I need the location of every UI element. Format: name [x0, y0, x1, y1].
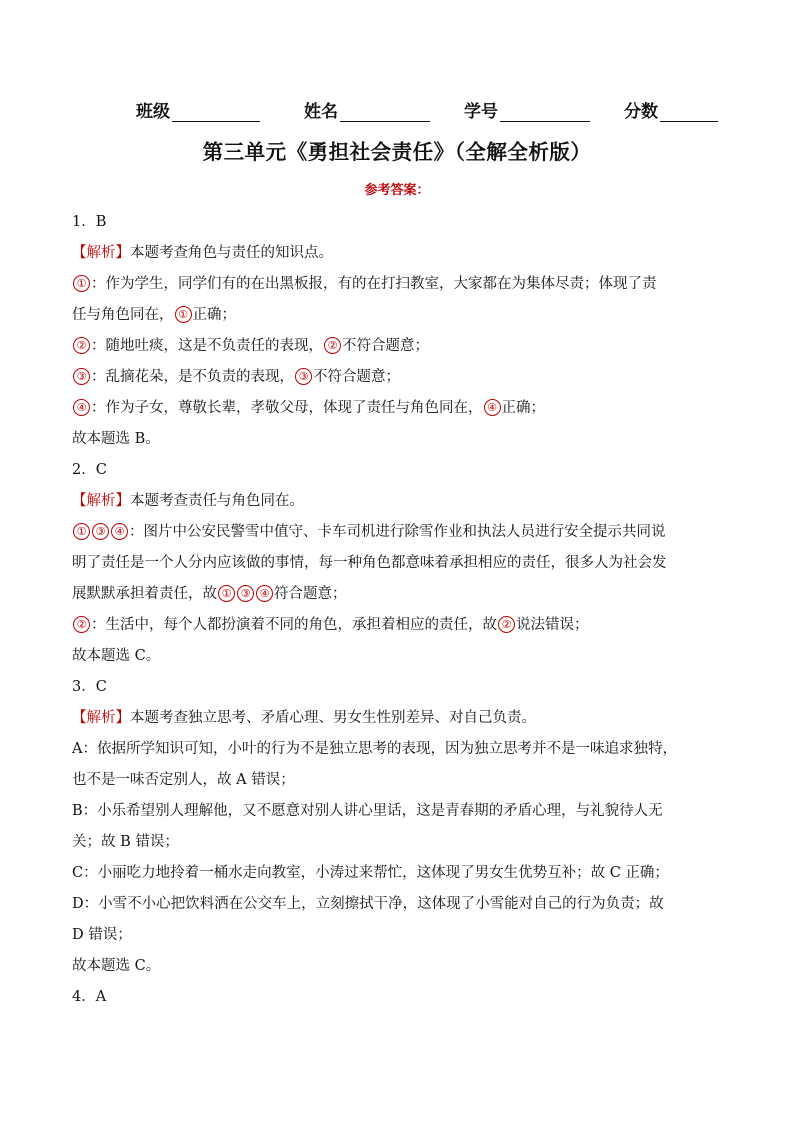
- page-title: 第三单元《勇担社会责任》（全解全析版）: [202, 140, 592, 164]
- question-3-option-c: C：小丽吃力地拎着一桶水走向教室，小涛过来帮忙，这体现了男女生优势互补；故 C 正确；: [72, 865, 669, 881]
- question-1-option-1: ① ：作为学生，同学们有的在出黑板报，有的在打扫教室，大家都在为集体尽责；体现了责: [72, 271, 732, 302]
- name-field[interactable]: 姓名: [304, 97, 430, 122]
- question-1-analysis-intro: 【解析】本题考查角色与责任的知识点。: [72, 245, 333, 261]
- option-marker-1: ①: [218, 585, 235, 602]
- option-marker-3: ③: [92, 523, 109, 540]
- option-marker-4: ④: [73, 399, 90, 416]
- student-id-field[interactable]: 学号: [464, 97, 590, 122]
- option-marker-4: ④: [111, 523, 128, 540]
- question-1-option-3: ③ ：乱摘花朵，是不负责的表现， ③ 不符合题意；: [72, 364, 732, 395]
- option-marker-3: ③: [295, 368, 312, 385]
- option-marker-2: ②: [73, 337, 90, 354]
- option-marker-2: ②: [498, 616, 515, 633]
- option-marker-4: ④: [484, 399, 501, 416]
- question-2-analysis-intro: 【解析】本题考查责任与角色同在。: [72, 493, 304, 509]
- analysis-tag: 【解析】: [72, 710, 130, 726]
- answer-key-heading: 参考答案：: [364, 183, 430, 198]
- question-1-answer: 1．B: [72, 214, 107, 230]
- question-2-answer: 2．C: [72, 462, 107, 478]
- question-1-option-1-cont: 任与角色同在， ① 正确；: [72, 307, 236, 323]
- question-3-option-d-cont: D 错误；: [72, 927, 132, 943]
- analysis-tag: 【解析】: [72, 245, 130, 261]
- question-3-option-b-cont: 关；故 B 错误；: [72, 834, 179, 850]
- question-2-option-134-cont2: 展默默承担着责任，故 ① ③ ④ 符合题意；: [72, 586, 347, 602]
- score-field[interactable]: 分数: [624, 97, 718, 122]
- option-marker-3: ③: [73, 368, 90, 385]
- question-3-option-a-cont: 也不是一味否定别人，故 A 错误；: [72, 772, 295, 788]
- question-3-conclusion: 故本题选 C。: [72, 958, 161, 974]
- question-2-option-134-cont: 明了责任是一个人分内应该做的事情，每一种角色都意味着承担相应的责任，很多人为社会发: [72, 555, 667, 571]
- question-2-option-2: ② ：生活中，每个人都扮演着不同的角色，承担着相应的责任，故 ② 说法错误；: [72, 612, 732, 643]
- question-4-answer: 4．A: [72, 989, 107, 1005]
- question-1-option-2: ② ：随地吐痰，这是不负责任的表现， ② 不符合题意；: [72, 333, 732, 364]
- question-2-conclusion: 故本题选 C。: [72, 648, 161, 664]
- option-marker-1: ①: [73, 523, 90, 540]
- question-3-option-b: B：小乐希望别人理解他，又不愿意对别人讲心里话，这是青春期的矛盾心理，与礼貌待人无: [72, 803, 663, 819]
- option-marker-1: ①: [73, 275, 90, 292]
- option-marker-2: ②: [73, 616, 90, 633]
- student-info-fields: [136, 97, 736, 123]
- question-1-conclusion: 故本题选 B。: [72, 431, 160, 447]
- option-marker-2: ②: [324, 337, 341, 354]
- answer-content: [72, 209, 732, 1015]
- question-3-option-d: D：小雪不小心把饮料洒在公交车上，立刻擦拭干净，这体现了小雪能对自己的行为负责；故: [72, 896, 664, 912]
- question-3-analysis-intro: 【解析】本题考查独立思考、矛盾心理、男女生性别差异、对自己负责。: [72, 710, 536, 726]
- option-marker-1: ①: [175, 306, 192, 323]
- option-marker-4: ④: [256, 585, 273, 602]
- question-3-answer: 3．C: [72, 679, 107, 695]
- question-3-option-a: A：依据所学知识可知，小叶的行为不是独立思考的表现，因为独立思考并不是一味追求独特，: [72, 741, 677, 757]
- question-1-option-4: ④ ：作为子女，尊敬长辈，孝敬父母，体现了责任与角色同在， ④ 正确；: [72, 395, 732, 426]
- option-marker-3: ③: [237, 585, 254, 602]
- class-field[interactable]: 班级: [136, 97, 260, 122]
- question-2-option-134: ① ③ ④ ：图片中公安民警雪中值守、卡车司机进行除雪作业和执法人员进行安全提示共同说: [72, 519, 732, 550]
- analysis-tag: 【解析】: [72, 493, 130, 509]
